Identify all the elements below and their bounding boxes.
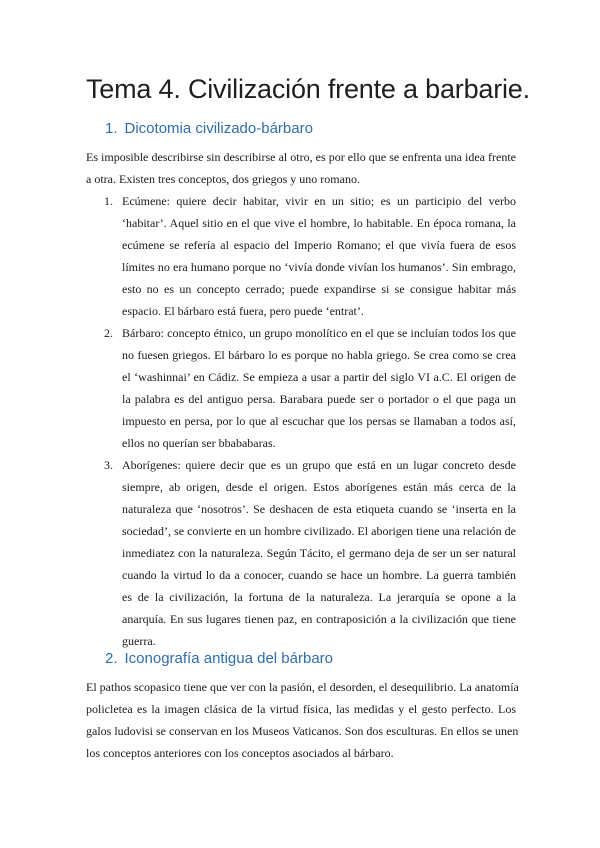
- concept-list: [86, 190, 516, 652]
- section-1-number: 1.: [105, 120, 118, 137]
- text-line: el ‘washinnai’ en Cádiz. Se empieza a usar a partir del siglo VI a.C. El origen de: [122, 370, 516, 384]
- section-2-heading: [105, 650, 333, 667]
- text-line: la palabra es del antiguo persa. Barabara puede ser o portador o el que paga un: [122, 392, 516, 406]
- list-item-ecumene: [86, 190, 516, 322]
- text-line: guerra.: [122, 634, 156, 648]
- text-line: ellos no querían ser bbababaras.: [122, 436, 276, 450]
- text-line: policletea es la imagen clásica de la virtud física, las medidas y el gesto perfecto. Los: [86, 702, 516, 716]
- text-line: galos ludovisi se conservan en los Museos Vaticanos. Son dos esculturas. En ellos se unen: [86, 724, 519, 738]
- list-marker: 3.: [104, 458, 113, 472]
- text-line: no fuesen griegos. El bárbaro lo es porque no habla griego. Se crea como se crea: [122, 348, 516, 362]
- text-line: inmediatez con la naturaleza. Según Tácito, el germano deja de ser un ser natural: [122, 546, 516, 560]
- text-line: impuesto en persa, por lo que al escuchar que los persas se llamaban a todos así,: [122, 414, 516, 428]
- text-line: Es imposible describirse sin describirse al otro, es por ello que se enfrenta una idea frente: [86, 150, 516, 164]
- text-line: los conceptos anteriores con los conceptos asociados al bárbaro.: [86, 746, 394, 760]
- section-2-title: Iconografía antigua del bárbaro: [124, 650, 333, 667]
- text-line: a otra. Existen tres conceptos, dos griegos y uno romano.: [86, 172, 360, 186]
- section-1-intro: [86, 146, 516, 190]
- section-1-title: Dicotomia civilizado-bárbaro: [124, 120, 313, 137]
- text-line: naturaleza que ‘nosotros’. Se deshacen de esta etiqueta cuando se ‘inserta en la: [122, 502, 516, 516]
- text-line: es de la civilización, la fortuna de la naturaleza. La jerarquía se opone a la: [122, 590, 516, 604]
- text-line: El pathos scopasico tiene que ver con la pasión, el desorden, el desequilibrio. La anatomía: [86, 680, 519, 694]
- text-line: esto no es un concepto cerrado; puede expandirse si se consigue habitar más: [122, 282, 516, 296]
- text-line: espacio. El bárbaro está fuera, pero puede ‘entrat’.: [122, 304, 364, 318]
- list-marker: 2.: [104, 326, 113, 340]
- list-item-barbaro: [86, 322, 516, 454]
- text-line: límites no era humano porque no ‘vivía donde vivían los humanos’. Sin embrago,: [122, 260, 516, 274]
- text-line: cuando la virtud lo da a conocer, cuando se hace un hombre. La guerra también: [122, 568, 516, 582]
- text-line: siempre, ab origen, desde el origen. Estos aborígenes están más cerca de la: [122, 480, 516, 494]
- text-line: Bárbaro: concepto étnico, un grupo monolítico en el que se incluían todos los que: [122, 326, 516, 340]
- page-title: Tema 4. Civilización frente a barbarie.: [86, 74, 530, 104]
- text-line: anarquía. En sus lugares tienen paz, en contraposición a la civilización que tiene: [122, 612, 516, 626]
- text-line: ‘habitar’. Aquel sitio en el que vive el hombre, lo habitable. En época romana, la: [122, 216, 516, 230]
- list-marker: 1.: [104, 194, 113, 208]
- section-2-paragraph: [86, 676, 519, 764]
- text-line: ecúmene se refería al espacio del Imperio Romano; el que vivía fuera de esos: [122, 238, 516, 252]
- text-line: sociedad’, se convierte en un hombre civilizado. El aborigen tiene una relación de: [122, 524, 516, 538]
- list-item-aborigenes: [86, 454, 516, 652]
- text-line: Ecúmene: quiere decir habitar, vivir en un sitio; es un participio del verbo: [122, 194, 516, 208]
- section-2-number: 2.: [105, 650, 118, 667]
- section-1-heading: [105, 120, 313, 137]
- text-line: Aborígenes: quiere decir que es un grupo que está en un lugar concreto desde: [122, 458, 516, 472]
